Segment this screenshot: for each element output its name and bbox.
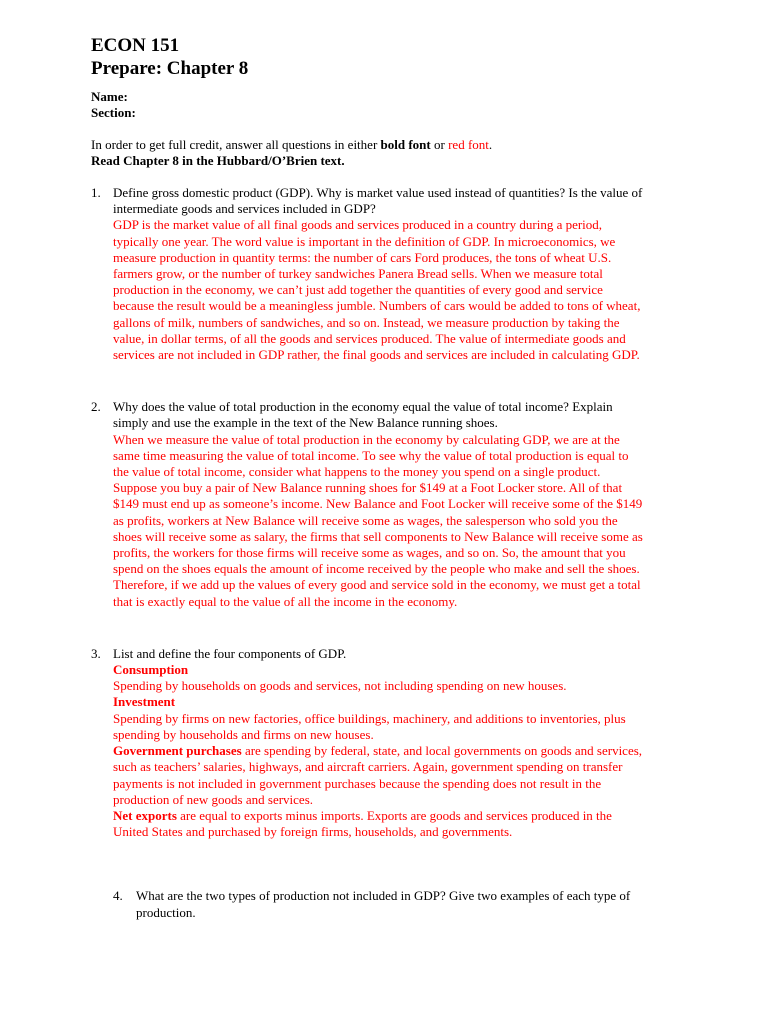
question-text-line: What are the two types of production not included in GDP? Give two examples of each type of: [136, 888, 631, 904]
question-1: [91, 185, 691, 363]
question-text-line: production.: [136, 904, 196, 920]
answer-line: typically one year. The word value is important in the definition of GDP. In microeconomics, we: [113, 233, 616, 249]
document-page: [91, 34, 691, 921]
government-purchases-definition: production of new goods and services.: [113, 791, 314, 807]
question-3: [91, 646, 691, 840]
question-number: 2.: [91, 399, 101, 415]
question-number: 4.: [113, 888, 123, 904]
answer-line: services are not included in GDP rather, the final goods and services are included in calculating GDP.: [113, 347, 640, 363]
answer-line: measure production in quantity terms: the number of cars Ford produces, the tons of wheat U.S.: [113, 249, 612, 265]
answer-line: profits, the workers for those firms will receive some as wages, and so on. So, the amount that you: [113, 545, 626, 561]
answer-line: Therefore, if we add up the values of every good and service sold in the economy, we must get a total: [113, 577, 641, 593]
government-purchases-heading: Government purchases: [113, 743, 242, 759]
question-text-line: Why does the value of total production in the economy equal the value of total income? Explain: [113, 399, 613, 415]
answer-line: that is exactly equal to the value of all the income in the economy.: [113, 593, 458, 609]
answer-line: because the result would be a meaningless jumble. Numbers of cars would be added to tons of wheat,: [113, 298, 641, 314]
answer-line: production in the economy, we can’t just add together the quantities of every good and service: [113, 282, 603, 298]
name-label: Name:: [91, 89, 128, 104]
net-exports-heading: Net exports: [113, 807, 177, 823]
question-number: 1.: [91, 185, 101, 200]
answer-3: [113, 662, 691, 840]
consumption-heading: Consumption: [113, 662, 189, 678]
net-exports-definition: are equal to exports minus imports. Exports are goods and services produced in the: [176, 807, 612, 823]
answer-line: farmers grow, or the number of turkey sandwiches Panera Bread sells. When we measure total: [113, 266, 603, 282]
answer-line: as profits, workers at New Balance will receive some as wages, the salesperson who sold you the: [113, 512, 618, 528]
investment-definition: spending by households and firms on new houses.: [113, 726, 374, 742]
net-exports-definition: United States and purchased by foreign firms, households, and governments.: [113, 824, 513, 840]
question-text-line: Define gross domestic product (GDP). Why is market value used instead of quantities? Is the value of: [113, 185, 643, 200]
instructions-red-font: red font: [448, 137, 489, 152]
instructions-or: or: [430, 137, 449, 152]
question-text-line: intermediate goods and services included in GDP?: [113, 201, 376, 217]
answer-line: spend on the shoes equals the amount of income received by the people who make and sell the shoes.: [113, 561, 640, 577]
question-text-line: List and define the four components of GDP.: [113, 645, 347, 661]
instructions-prefix: In order to get full credit, answer all questions in either: [91, 137, 381, 152]
instructions-bold-font: bold font: [380, 137, 431, 152]
answer-line: When we measure the value of total production in the economy by calculating GDP, we are at the: [113, 431, 620, 447]
question-4: [91, 888, 691, 920]
course-title: ECON 151: [91, 35, 180, 56]
answer-line: same time measuring the value of total income. To see why the value of total production is equal to: [113, 447, 629, 463]
answer-line: value, in dollar terms, of all the goods and services produced. The value of intermediate goods and: [113, 330, 626, 346]
instructions-suffix: .: [488, 137, 493, 152]
consumption-definition: Spending by households on goods and services, not including spending on new houses.: [113, 678, 567, 694]
government-purchases-definition: such as teachers’ salaries, highways, and aircraft carriers. Again, government spending on transfer: [113, 759, 623, 775]
answer-1: [113, 217, 691, 363]
answer-line: gallons of milk, numbers of sandwiches, and so on. Instead, we measure production by taking the: [113, 314, 620, 330]
government-purchases-definition: are spending by federal, state, and local governments on goods and services,: [241, 743, 643, 759]
investment-heading: Investment: [113, 694, 176, 710]
answer-line: the value of total income, consider what happens to the money you spend on a single product.: [113, 464, 601, 480]
question-text-line: simply and use the example in the text of the New Balance running shoes.: [113, 415, 498, 431]
government-purchases-definition: payments is not included in government purchases because the spending does not result in the: [113, 775, 602, 791]
investment-definition: Spending by firms on new factories, office buildings, machinery, and additions to inventories, plus: [113, 710, 626, 726]
answer-line: $149 must end up as someone’s income. New Balance and Foot Locker will receive some of the $149: [113, 496, 643, 512]
answer-line: GDP is the market value of all final goods and services produced in a country during a period,: [113, 217, 603, 233]
page-title: Prepare: Chapter 8: [91, 58, 249, 79]
reading-assignment: Read Chapter 8 in the Hubbard/O’Brien text.: [91, 153, 345, 168]
answer-line: shoes will receive some as salary, the firms that sell components to New Balance will receive some as: [113, 528, 643, 544]
question-number: 3.: [91, 645, 101, 661]
question-2: [91, 399, 691, 610]
answer-line: Suppose you buy a pair of New Balance running shoes for $149 at a Foot Locker store. All of that: [113, 480, 623, 496]
instructions: [91, 137, 691, 153]
answer-2: [113, 432, 691, 610]
section-label: Section:: [91, 105, 136, 120]
